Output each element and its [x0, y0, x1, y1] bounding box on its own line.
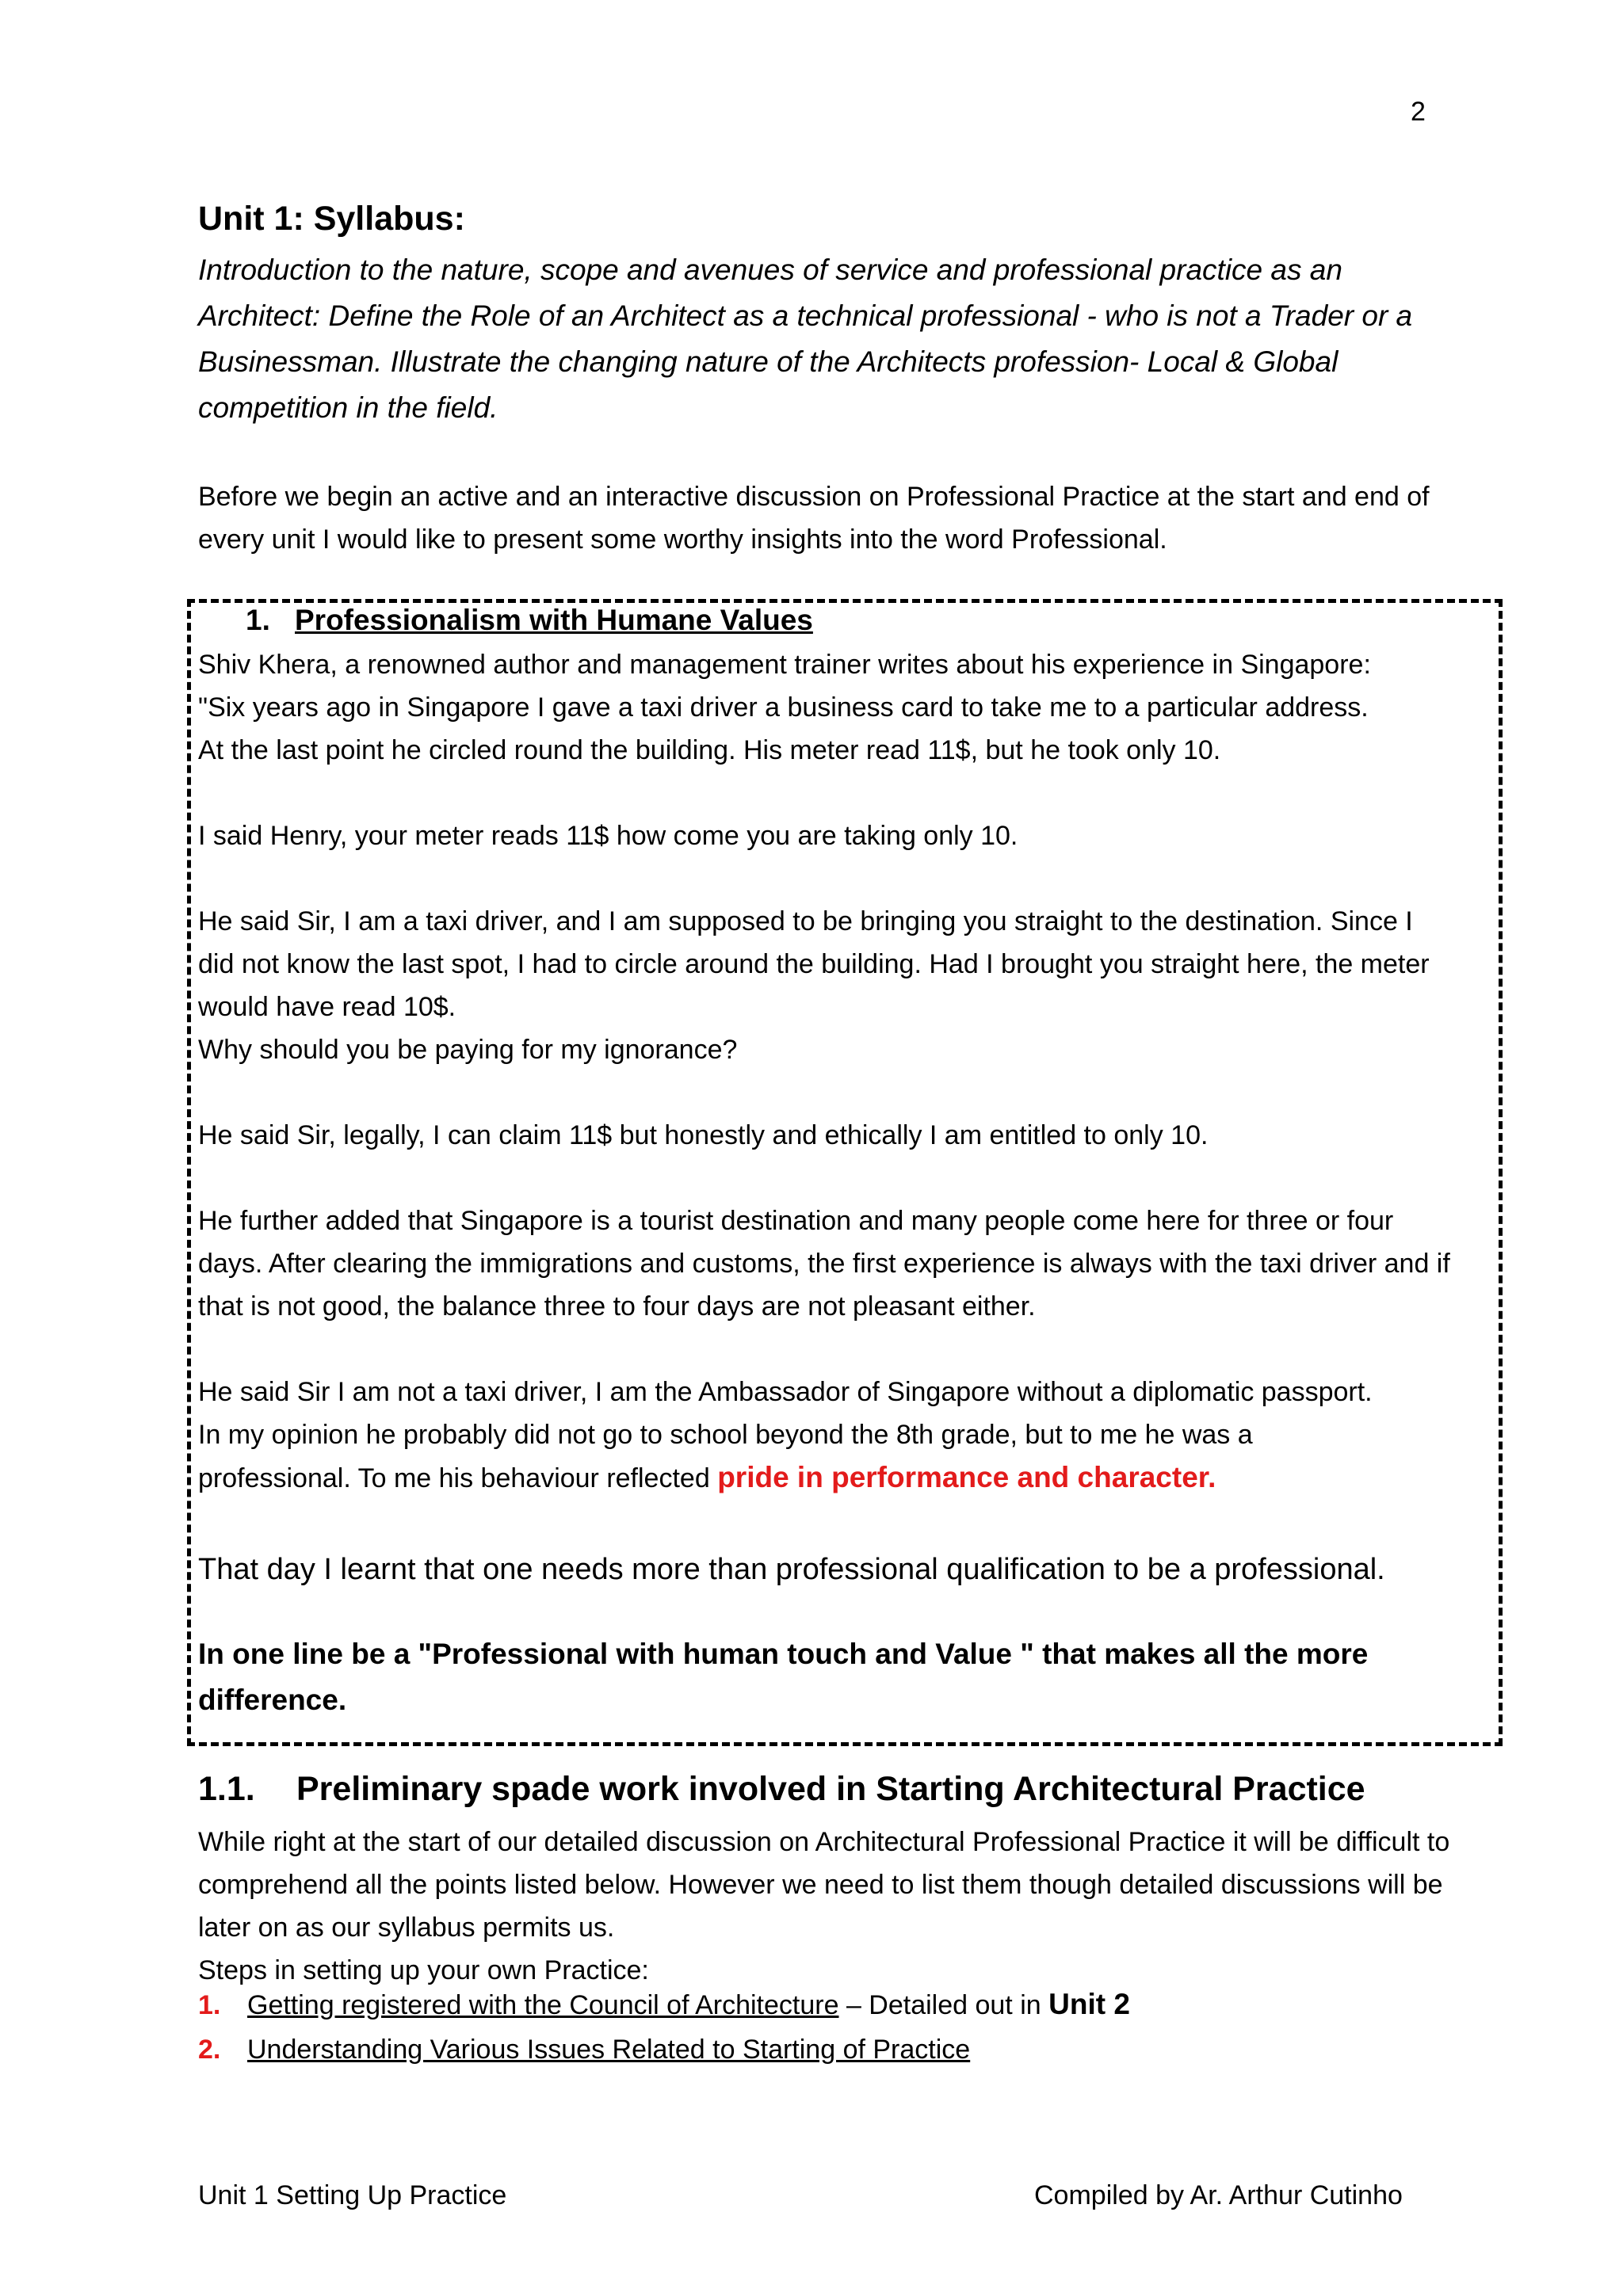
highlight-text: pride in performance and character.: [717, 1461, 1216, 1493]
story-line: [198, 1456, 1450, 1500]
unit-title: Unit 1: Syllabus:: [198, 200, 465, 238]
story-heading: [246, 604, 813, 637]
step-link[interactable]: Understanding Various Issues Related to Starting of Practice: [247, 2035, 971, 2065]
story-line: "Six years ago in Singapore I gave a taxi driver a business card to take me to a particular address.: [198, 692, 1369, 723]
story-line: Shiv Khera, a renowned author and management trainer writes about his experience in Singapore:: [198, 650, 1371, 680]
section-heading: [198, 1770, 1365, 1809]
steps-intro: Steps in setting up your own Practice:: [198, 1955, 649, 1985]
section-body-text: While right at the start of our detailed discussion on Architectural Professional Practice it will be difficult to comprehend all the points listed below. However we need to list them though detailed discussions will be later on as our syllabus permits us.: [198, 1827, 1450, 1943]
story-line: He said Sir I am not a taxi driver, I am the Ambassador of Singapore without a diplomatic passport.: [198, 1377, 1373, 1407]
step-suffix: – Detailed out in: [838, 1990, 1049, 2020]
step-number: 1.: [198, 1990, 221, 2020]
footer-right: Compiled by Ar. Arthur Cutinho: [1034, 2180, 1403, 2210]
story-paragraph: He said Sir, I am a taxi driver, and I am supposed to be bringing you straight to the destination. Since I did not know the last spot, I had to circle around the building. Had I brought you straight here, the meter would have read 10$.: [198, 906, 1430, 1022]
section-number: 1.1.: [198, 1770, 255, 1808]
story-body: [198, 643, 1450, 1723]
page-number: 2: [1411, 97, 1426, 127]
step-unit-ref: Unit 2: [1048, 1988, 1130, 2020]
story-heading-number: 1.: [246, 604, 270, 636]
syllabus-text: Introduction to the nature, scope and avenues of service and professional practice as an Architect: Define the Role of an Architect as a technical professional - who is not a Trader or a Businessman. Illustrate the changing nature of the Architects profession- Local & Global competition in the field.: [198, 254, 1413, 424]
steps-list: [198, 1982, 1130, 2072]
list-item: [198, 2027, 1130, 2072]
intro-paragraph: Before we begin an active and an interactive discussion on Professional Practice at the start and end of every unit I would like to present some worthy insights into the word Professional.: [198, 482, 1430, 555]
section-title: Preliminary spade work involved in Starting Architectural Practice: [296, 1770, 1365, 1808]
story-line-prefix: professional. To me his behaviour reflected: [198, 1463, 718, 1493]
list-item: [198, 1982, 1130, 2027]
story-paragraph: He said Sir, legally, I can claim 11$ but honestly and ethically I am entitled to only 10.: [198, 1120, 1209, 1150]
story-heading-title: Professionalism with Humane Values: [295, 604, 813, 636]
step-number: 2.: [198, 2035, 221, 2065]
section-body: [198, 1821, 1450, 1992]
story-summary: In one line be a "Professional with human touch and Value " that makes all the more difference.: [198, 1638, 1369, 1716]
story-line: At the last point he circled round the building. His meter read 11$, but he took only 10.: [198, 735, 1221, 765]
story-line: In my opinion he probably did not go to school beyond the 8th grade, but to me he was a: [198, 1420, 1253, 1450]
story-conclusion: That day I learnt that one needs more than professional qualification to be a professional.: [198, 1553, 1385, 1586]
story-line: Why should you be paying for my ignorance?: [198, 1035, 738, 1065]
step-link[interactable]: Getting registered with the Council of Architecture: [247, 1990, 839, 2020]
story-paragraph: He further added that Singapore is a tourist destination and many people come here for three or four days. After clearing the immigrations and customs, the first experience is always with the taxi driver and if that is not good, the balance three to four days are not pleasant either.: [198, 1206, 1450, 1322]
footer-left: Unit 1 Setting Up Practice: [198, 2180, 507, 2210]
story-paragraph: I said Henry, your meter reads 11$ how come you are taking only 10.: [198, 821, 1018, 851]
